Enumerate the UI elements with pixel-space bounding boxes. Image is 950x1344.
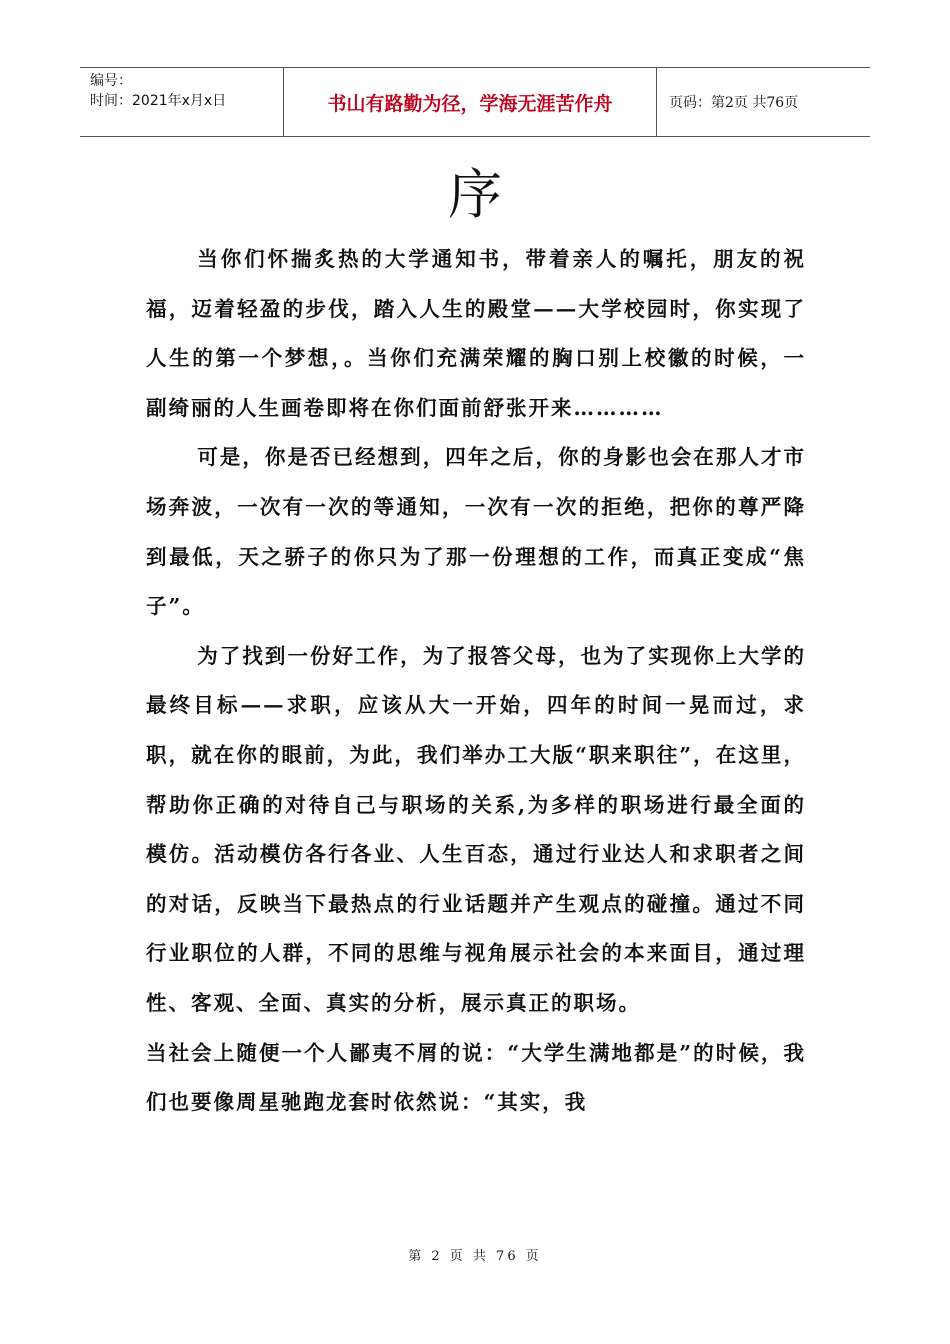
- document-number-label: 编号：: [90, 73, 132, 89]
- document-time-label: 时间：2021年x月x日: [90, 93, 227, 109]
- paragraph-4: 当社会上随便一个人鄙夷不屑的说：“大学生满地都是”的时候，我们也要像周星驰跑龙套时依然说：“其实，我: [146, 1040, 806, 1115]
- page-title: 序: [448, 163, 502, 226]
- paragraph-1: 当你们怀揣炙热的大学通知书，带着亲人的嘱托，朋友的祝福，迈着轻盈的步伐，踏入人生的殿堂——大学校园时，你实现了人生的第一个梦想，。当你们充满荣耀的胸口别上校徽的时候，一副绮丽的人生画卷即将在你们面前舒张开来…………: [146, 247, 806, 420]
- page-footer: 第 2 页 共 76 页: [408, 1249, 542, 1264]
- header-meta: [80, 68, 283, 136]
- paragraph-2: 可是，你是否已经想到，四年之后，你的身影也会在那人才市场奔波，一次有一次的等通知，一次有一次的拒绝，把你的尊严降到最低，天之骄子的你只为了那一份理想的工作，而真正变成“焦子”。: [146, 445, 806, 619]
- page-header: [80, 67, 870, 137]
- header-page-info: 页码：第2页 共76页: [669, 95, 799, 111]
- body-text: [146, 235, 806, 1128]
- header-motto: 书山有路勤为径，学海无涯苦作舟: [283, 68, 657, 136]
- paragraph-3: 为了找到一份好工作，为了报答父母，也为了实现你上大学的最终目标——求职，应该从大一开始，四年的时间一晃而过，求职，就在你的眼前，为此，我们举办工大版“职来职往”，在这里，帮助你正确的对待自己与职场的关系,为多样的职场进行最全面的模仿。活动模仿各行各业、人生百态，通过行业达人和求职者之间的对话，反映当下最热点的行业话题并产生观点的碰撞。通过不同行业职位的人群，不同的思维与视角展示社会的本来面目，通过理性、客观、全面、真实的分析，展示真正的职场。: [146, 643, 806, 1015]
